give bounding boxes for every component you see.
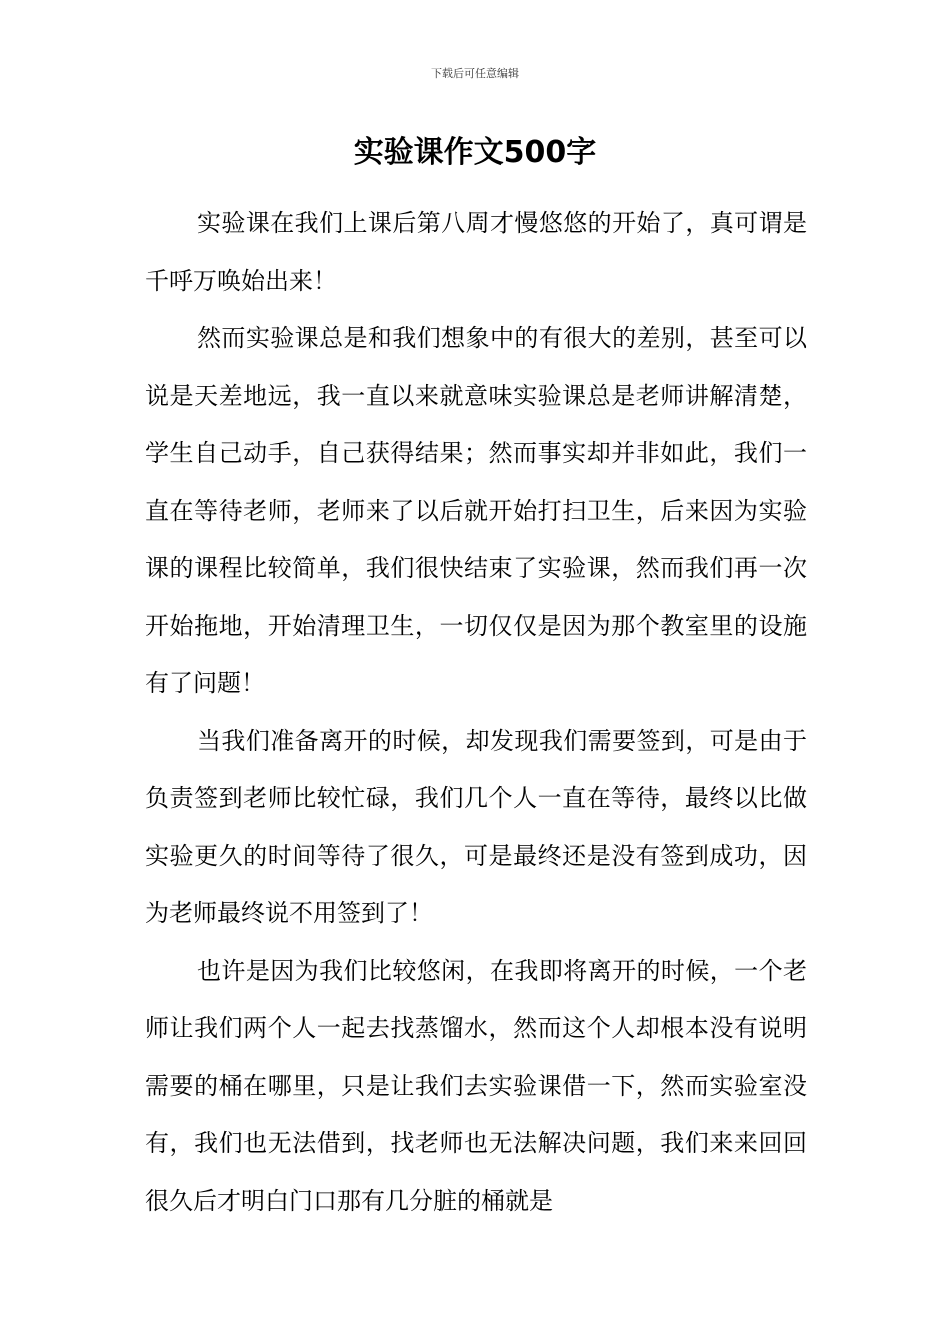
- document-body: [145, 195, 807, 1230]
- paragraph-2: 然而实验课总是和我们想象中的有很大的差别，甚至可以说是天差地远，我一直以来就意味实验课总是老师讲解清楚，学生自己动手，自己获得结果；然而事实却并非如此，我们一直在等待老师，老师来了以后就开始打扫卫生，后来因为实验课的课程比较简单，我们很快结束了实验课，然而我们再一次开始拖地，开始清理卫生，一切仅仅是因为那个教室里的设施有了问题！: [145, 324, 807, 697]
- paragraph-3: 当我们准备离开的时候，却发现我们需要签到，可是由于负责签到老师比较忙碌，我们几个人一直在等待，最终以比做实验更久的时间等待了很久，可是最终还是没有签到成功，因为老师最终说不用签到了！: [145, 726, 807, 927]
- paragraph-4: 也许是因为我们比较悠闲，在我即将离开的时候，一个老师让我们两个人一起去找蒸馏水，然而这个人却根本没有说明需要的桶在哪里，只是让我们去实验课借一下，然而实验室没有，我们也无法借到，找老师也无法解决问题，我们来来回回很久后才明白门口那有几分脏的桶就是: [145, 956, 807, 1215]
- document-title: 实验课作文500字: [353, 135, 597, 170]
- header-note: 下载后可任意编辑: [431, 67, 519, 80]
- paragraph-1: 实验课在我们上课后第八周才慢悠悠的开始了，真可谓是千呼万唤始出来！: [145, 209, 807, 295]
